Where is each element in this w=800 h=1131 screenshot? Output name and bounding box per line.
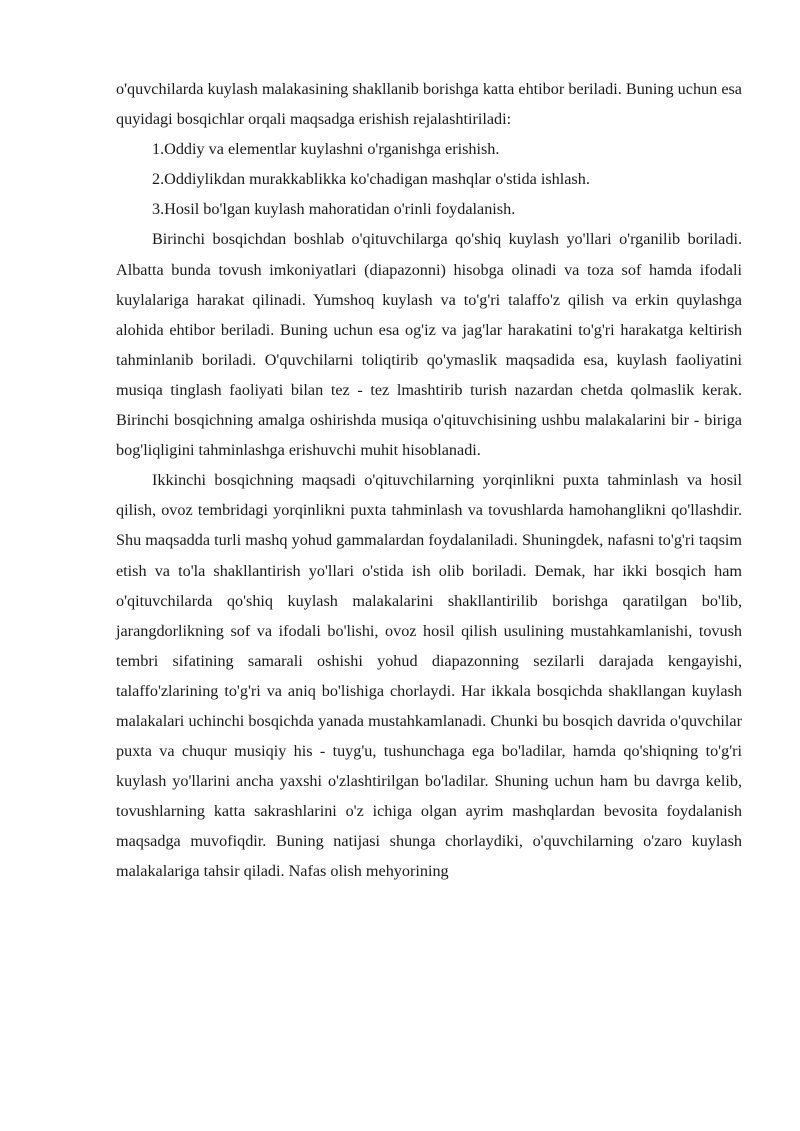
- list-item-3: 3.Hosil bo'lgan kuylash mahoratidan o'rinli foydalanish.: [152, 200, 516, 219]
- list-item-1: 1.Oddiy va elementlar kuylashni o'rganishga erishish.: [152, 140, 500, 159]
- paragraph-second-stage: Ikkinchi bosqichning maqsadi o'qituvchilarning yorqinlikni puxta tahminlash va hosil qilish, ovoz tembridagi yorqinlikni puxta tahminlash va tovushlarda hamohanglikni qo'llashdir. Shu maqsadda turli mashq yohud gammalardan foydalaniladi. Shuningdek, nafasni to'g'ri taqsim etish va to'la shakllantirish yo'llari o'stida ish olib boriladi. Demak, har ikki bosqich ham o'qituvchilarda qo'shiq kuylash malakalarini shakllantirilib borishga qaratilgan bo'lib, jarangdorlikning sof va ifodali bo'lishi, ovoz hosil qilish usulining mustahkamlanishi, tovush tembri sifatining samarali oshishi yohud diapazonning sezilarli darajada kengayishi, talaffo'zlarining to'g'ri va aniq bo'lishiga chorlaydi. Har ikkala bosqichda shakllangan kuylash malakalari uchinchi bosqichda yanada mustahkamlanadi. Chunki bu bosqich davrida o'quvchilar puxta va chuqur musiqiy his - tuyg'u, tushunchaga ega bo'ladilar, hamda qo'shiqning to'g'ri kuylash yo'llarini ancha yaxshi o'zlashtirilgan bo'ladilar. Shuning uchun ham bu davrga kelib, tovushlarning katta sakrashlarini o'z ichiga olgan ayrim mashqlardan bevosita foydalanish maqsadga muvofiqdir. Buning natijasi shunga chorlaydiki, o'quvchilarning o'zaro kuylash malakalariga tahsir qiladi. Nafas olish mehyorining: [116, 471, 742, 881]
- list-item-2: 2.Oddiylikdan murakkablikka ko'chadigan mashqlar o'stida ishlash.: [152, 170, 590, 189]
- document-body: [116, 74, 742, 887]
- paragraph-continuation: o'quvchilarda kuylash malakasining shakllanib borishga katta ehtibor beriladi. Buning uchun esa quyidagi bosqichlar orqali maqsadga erishish rejalashtiriladi:: [116, 80, 742, 129]
- paragraph-first-stage: Birinchi bosqichdan boshlab o'qituvchilarga qo'shiq kuylash yo'llari o'rganilib boriladi. Albatta bunda tovush imkoniyatlari (diapazonni) hisobga olinadi va toza sof hamda ifodali kuylalariga harakat qilinadi. Yumshoq kuylash va to'g'ri talaffo'z qilish va erkin quylashga alohida ehtibor beriladi. Buning uchun esa og'iz va jag'lar harakatini to'g'ri harakatga keltirish tahminlanib boriladi. O'quvchilarni toliqtirib qo'ymaslik maqsadida esa, kuylash faoliyatini musiqa tinglash faoliyati bilan tez - tez lmashtirib turish nazardan chetda qolmaslik kerak. Birinchi bosqichning amalga oshirishda musiqa o'qituvchisining ushbu malakalarini bir - biriga bog'liqligini tahminlashga erishuvchi muhit hisoblanadi.: [116, 230, 742, 460]
